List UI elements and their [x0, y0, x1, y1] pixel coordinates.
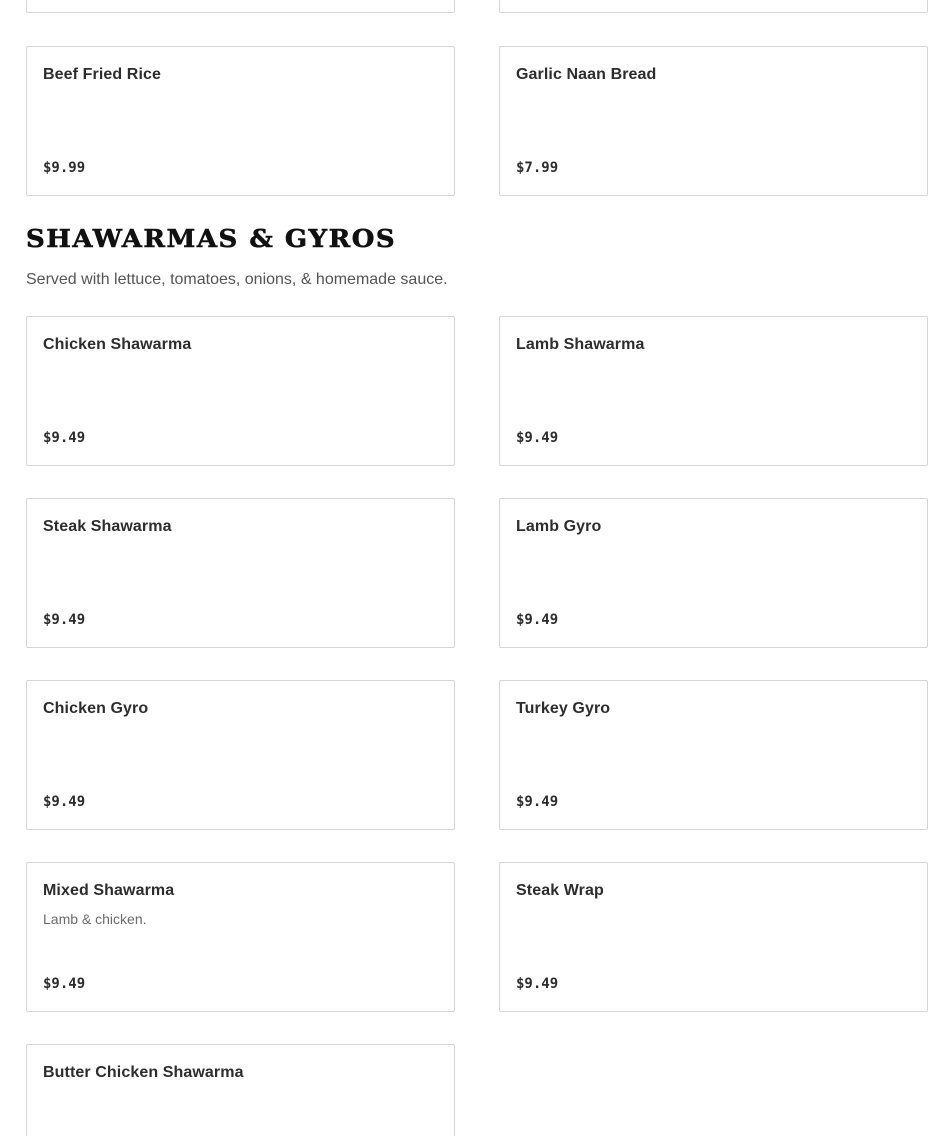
menu-item-card[interactable]	[26, 0, 455, 13]
menu-item-price: $9.49	[43, 976, 86, 992]
menu-item-card[interactable]	[499, 862, 928, 1012]
menu-item-name: Beef Fried Rice	[43, 66, 161, 83]
menu-item-name: Steak Wrap	[516, 882, 604, 899]
menu-item-card[interactable]	[499, 316, 928, 466]
menu-item-name: Lamb Shawarma	[516, 336, 645, 353]
menu-item-card[interactable]	[26, 862, 455, 1012]
menu-item-price: $9.49	[43, 430, 86, 446]
menu-item-price: $9.49	[516, 794, 559, 810]
menu-item-price: $9.49	[43, 794, 86, 810]
menu-item-price: $9.49	[516, 612, 559, 628]
menu-item-name: Chicken Gyro	[43, 700, 149, 717]
menu-item-name: Turkey Gyro	[516, 700, 611, 717]
menu-item-card[interactable]	[26, 498, 455, 648]
menu-item-name: Mixed Shawarma	[43, 882, 175, 899]
menu-item-card[interactable]	[26, 46, 455, 196]
menu-item-description: Lamb & chicken.	[43, 911, 147, 927]
menu-item-price: $9.99	[43, 160, 86, 176]
menu-item-price: $9.49	[516, 430, 559, 446]
menu-item-card[interactable]	[26, 680, 455, 830]
menu-item-name: Lamb Gyro	[516, 518, 602, 535]
menu-item-name: Steak Shawarma	[43, 518, 172, 535]
menu-item-name: Butter Chicken Shawarma	[43, 1064, 244, 1081]
menu-item-price: $9.49	[43, 612, 86, 628]
menu-item-price: $7.99	[516, 160, 559, 176]
menu-item-card[interactable]	[499, 0, 928, 13]
menu-item-price: $9.49	[516, 976, 559, 992]
menu-item-card[interactable]	[26, 1044, 455, 1136]
section-title: SHAWARMAS & GYROS	[26, 225, 397, 254]
menu-item-card[interactable]	[499, 498, 928, 648]
section-description: Served with lettuce, tomatoes, onions, & homemade sauce.	[26, 271, 448, 288]
menu-item-name: Chicken Shawarma	[43, 336, 192, 353]
menu-item-card[interactable]	[499, 46, 928, 196]
menu-item-card[interactable]	[26, 316, 455, 466]
menu-item-name: Garlic Naan Bread	[516, 66, 657, 83]
menu-item-card[interactable]	[499, 680, 928, 830]
